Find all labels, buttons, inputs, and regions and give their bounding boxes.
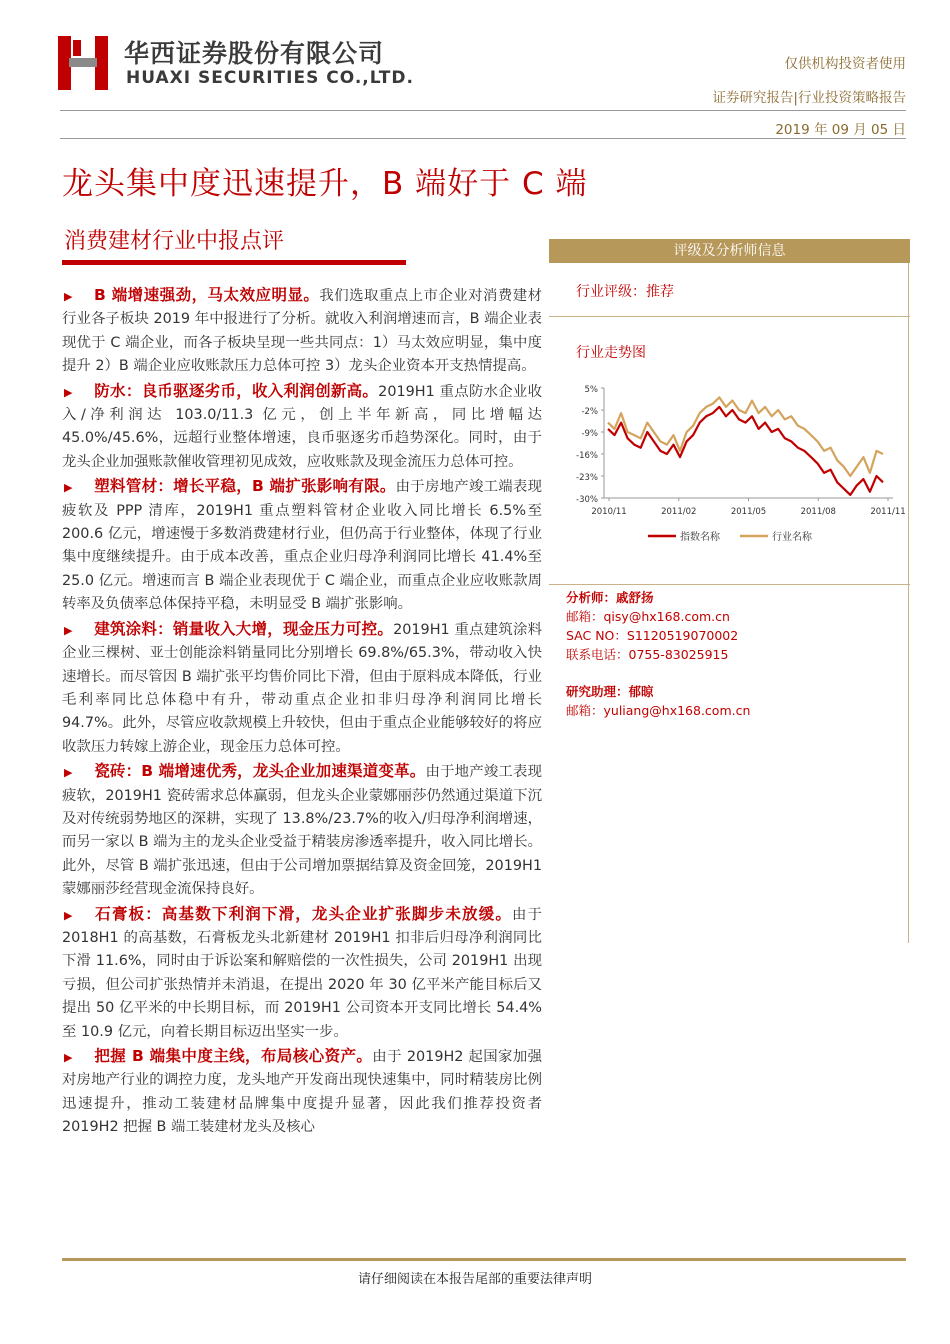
assistant-email[interactable]: 邮箱：yuliang@hx168.com.cn (566, 703, 751, 718)
sidebar-divider (549, 316, 910, 317)
x-tick-label: 2010/11 (591, 507, 627, 517)
trend-chart-label: 行业走势图 (576, 345, 646, 361)
report-type: 证券研究报告|行业投资策略报告 (712, 90, 906, 106)
section-heading: 瓷砖：B 端增速优秀，龙头企业加速渠道变革。 (94, 762, 426, 781)
x-tick-label: 2011/08 (800, 507, 836, 517)
assistant-block (566, 682, 750, 720)
institutional-notice: 仅供机构投资者使用 (784, 56, 906, 72)
bullet-icon: ▶ (64, 623, 73, 637)
y-tick-label: -23% (576, 473, 598, 483)
sidebar-divider (549, 584, 910, 585)
section-heading: 石膏板：高基数下利润下滑，龙头企业扩张脚步未放缓。 (94, 904, 513, 923)
analyst-email[interactable]: 邮箱：qisy@hx168.com.cn (566, 609, 730, 624)
sidebar-border (908, 263, 909, 943)
industry-rating: 行业评级：推荐 (576, 284, 674, 300)
section-heading: 防水：良币驱逐劣币，收入利润创新高。 (94, 381, 379, 400)
y-tick-label: -2% (581, 407, 598, 417)
section-paragraph (62, 760, 542, 901)
bullet-icon: ▶ (64, 481, 73, 495)
footer-divider (62, 1258, 906, 1261)
analyst-name: 分析师：戚舒扬 (566, 590, 654, 605)
industry-trend-chart (568, 374, 906, 554)
section-heading: 把握 B 端集中度主线，布局核心资产。 (94, 1047, 373, 1065)
bullet-icon: ▶ (64, 385, 73, 399)
y-tick-label: -30% (576, 495, 598, 505)
y-tick-label: 5% (584, 385, 598, 395)
section-paragraph (62, 380, 542, 475)
x-tick-label: 2011/05 (730, 507, 767, 517)
section-heading: 建筑涂料：销量收入大增，现金压力可控。 (94, 619, 394, 638)
analyst-block (566, 588, 738, 664)
bullet-icon: ▶ (64, 766, 73, 780)
section-paragraph (62, 903, 542, 1044)
report-date: 2019 年 09 月 05 日 (775, 122, 906, 138)
header-divider (60, 110, 906, 111)
analyst-sac: SAC NO：S1120519070002 (566, 628, 739, 643)
section-text: 由于地产竣工表现疲软，2019H1 瓷砖需求总体赢弱，但龙头企业蒙娜丽莎仍然通过渠道下沉及对传统弱势地区的深耕，实现了 13.8%/23.7%的收入/归母净利润增速，而另一家以 B 端为主的龙头企业受益于精装房渗透率提升，收入同比增长。此外，尽管 B 端扩张迅速，但由于公司增加票据结算及资金回笼，2019H1 蒙娜丽莎经营现金流保持良好。 (62, 764, 542, 898)
y-tick-label: -16% (576, 451, 598, 461)
section-text: 我们选取重点上市企业对消费建材行业各子板块 2019 年中报进行了分析。就收入利润增速而言，B 端企业表现优于 C 端企业，而各子板块呈现一些共同点：1）马太效应明显，集中度提升 2）B 端企业应收账款压力总体可控 3）龙头企业资本开支热情提高。 (62, 288, 542, 375)
date-divider (60, 138, 906, 139)
section-text: 由于房地产竣工端表现疲软及 PPP 清库，2019H1 重点塑料管材企业收入同比增长 6.5%至 200.6 亿元，增速慢于多数消费建材行业，但仍高于行业整体，体现了行业集中度继续提升。由于成本改善，重点企业归母净利润同比增长 41.4%至 25.0 亿元。增速而言 B 端企业表现优于 C 端企业，而重点企业应收账款周转率及负债率总体保持平稳，未明显受 B 端扩张影响。 (62, 479, 542, 613)
section-paragraph (62, 618, 542, 759)
subtitle-underline (62, 260, 406, 265)
company-name-en: HUAXI SECURITIES CO.,LTD. (126, 68, 414, 88)
y-tick-label: -9% (581, 429, 598, 439)
section-text: 由于 2018H1 的高基数，石膏板龙头北新建材 2019H1 扣非后归母净利润同比下滑 11.6%，同时由于诉讼案和解赔偿的一次性损失，公司 2019H1 出现亏损，但公司扩张热情并未消退，在提出 2020 年 30 亿平米产能目标后又提出 50 亿平米的中长期目标，而 2019H1 公司资本开支同比增长 54.4%至 10.9 亿元，向着长期目标迈出坚实一步。 (62, 906, 542, 1040)
section-paragraph (62, 284, 542, 379)
x-tick-label: 2011/11 (870, 507, 906, 517)
assistant-name: 研究助理：郁晾 (566, 684, 654, 699)
x-tick-label: 2011/02 (661, 507, 697, 517)
report-body (62, 284, 542, 1141)
legend-label: 行业名称 (772, 532, 812, 543)
section-text: 由于 2019H2 起国家加强对房地产行业的调控力度，龙头地产开发商出现快速集中，同时精装房比例迅速提升，推动工装建材品牌集中度提升显著，因此我们推荐投资者 2019H2 把握 B 端工装建材龙头及核心 (62, 1049, 543, 1136)
section-text: 2019H1 重点防水企业收入/净利润达 103.0/11.3 亿元，创上半年新高，同比增幅达 45.0%/45.6%，远超行业整体增速，良币驱逐劣币趋势深化。同时，由于龙头企业加强账款催收管理初见成效，应收账款及现金流压力总体可控。 (62, 383, 542, 470)
rating-panel-header: 评级及分析师信息 (549, 239, 910, 263)
bullet-icon: ▶ (64, 908, 73, 922)
huaxi-logo-icon (58, 34, 108, 92)
company-name-cn: 华西证券股份有限公司 (124, 39, 385, 68)
section-paragraph (62, 475, 542, 616)
analyst-phone: 联系电话：0755-83025915 (566, 647, 729, 662)
bullet-icon: ▶ (64, 290, 73, 303)
legal-notice[interactable]: 请仔细阅读在本报告尾部的重要法律声明 (357, 1272, 592, 1287)
section-heading: B 端增速强劲，马太效应明显。 (94, 286, 320, 304)
section-text: 2019H1 重点建筑涂料企业三棵树、亚士创能涂料销量同比分别增长 69.8%/65.3%，带动收入快速增长。而尽管因 B 端扩张平均售价同比下滑，但由于原料成本降低，行业毛利率同比总体稳中有升，带动重点企业扣非归母净利润同比增长 94.7%。此外，尽管应收款规模上升较快，但由于重点企业能够较好的将应收款压力转嫁上游企业，现金压力总体可控。 (62, 621, 542, 755)
report-title: 龙头集中度迅速提升，B 端好于 C 端 (62, 166, 588, 202)
report-subtitle: 消费建材行业中报点评 (64, 229, 285, 254)
legend-label: 指数名称 (680, 532, 720, 543)
section-paragraph (62, 1045, 542, 1140)
section-heading: 塑料管材：增长平稳，B 端扩张影响有限。 (94, 477, 396, 496)
bullet-icon: ▶ (64, 1051, 73, 1064)
series-line-index (608, 407, 883, 495)
